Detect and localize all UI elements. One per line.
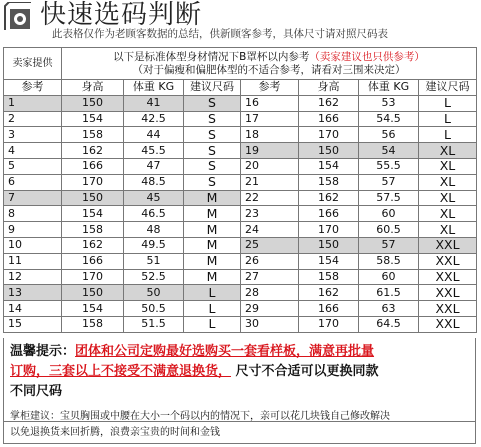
table-cell: 158 — [62, 316, 124, 332]
table-cell: 162 — [62, 237, 124, 253]
table-cell: L — [184, 301, 241, 317]
table-cell: 4 — [4, 143, 62, 159]
table-cell: 166 — [62, 253, 124, 269]
table-cell: 150 — [62, 95, 124, 111]
table-row — [4, 95, 477, 111]
table-cell: 53 — [359, 95, 419, 111]
table-cell: XXL — [419, 253, 477, 269]
table-cell: 158 — [62, 222, 124, 238]
table-cell: 54 — [359, 143, 419, 159]
table-cell: XXL — [419, 285, 477, 301]
table-cell: 150 — [62, 190, 124, 206]
table-cell: 11 — [4, 253, 62, 269]
table-cell: 50 — [124, 285, 184, 301]
table-cell: 154 — [299, 158, 359, 174]
table-cell: 166 — [299, 111, 359, 127]
table-cell: 166 — [299, 206, 359, 222]
table-cell: 158 — [299, 269, 359, 285]
table-cell: M — [184, 269, 241, 285]
note-line2: （对于偏瘦和偏肥体型的不适合参考，请看对三围来决定） — [132, 63, 406, 76]
notice-red-1: 团体和公司定购最好选购买一套看样板，满意再批量 — [75, 344, 375, 359]
table-cell: XL — [419, 190, 477, 206]
table-cell: L — [184, 316, 241, 332]
note-line1: 以下是标准体型身材情况下B罩杯以内参考 — [113, 50, 310, 63]
table-cell: 3 — [4, 127, 62, 143]
table-cell: XXL — [419, 316, 477, 332]
table-cell: S — [184, 127, 241, 143]
table-cell: 166 — [62, 158, 124, 174]
table-cell: L — [419, 111, 477, 127]
table-row — [4, 127, 477, 143]
table-cell: 150 — [62, 285, 124, 301]
footer-line-2: 以免退换货来回折腾，浪费亲宝贵的时间和金钱 — [10, 427, 220, 438]
table-cell: 170 — [299, 222, 359, 238]
table-cell: 41 — [124, 95, 184, 111]
table-cell: 54.5 — [359, 111, 419, 127]
table-header-row — [4, 80, 477, 96]
logo-icon — [3, 2, 33, 32]
table-cell: S — [184, 143, 241, 159]
table-cell: 57 — [359, 174, 419, 190]
table-cell: 154 — [299, 253, 359, 269]
table-cell: 48 — [124, 222, 184, 238]
table-cell: 13 — [4, 285, 62, 301]
table-cell: 17 — [241, 111, 299, 127]
table-cell: 9 — [4, 222, 62, 238]
table-cell: L — [419, 127, 477, 143]
table-row — [4, 206, 477, 222]
table-cell: 170 — [62, 174, 124, 190]
table-row — [4, 158, 477, 174]
table-cell: XL — [419, 206, 477, 222]
table-cell: M — [184, 190, 241, 206]
notice-red-2: 订购，三套以上不接受不满意退换货， — [10, 364, 232, 379]
table-cell: 63 — [359, 301, 419, 317]
table-row — [4, 174, 477, 190]
table-cell: 12 — [4, 269, 62, 285]
table-cell: 154 — [62, 111, 124, 127]
table-cell: 60 — [359, 269, 419, 285]
table-cell: 45.5 — [124, 143, 184, 159]
column-header: 体重 KG — [359, 80, 419, 96]
table-cell: 49.5 — [124, 237, 184, 253]
table-cell: S — [184, 174, 241, 190]
notice-line-3: 不同尺码 — [10, 384, 63, 399]
page-subtitle: 此表格仅作为老顾客数据的总结，供新顾客参考，具体尺寸请对照尺码表 — [52, 28, 388, 40]
footer-advice — [3, 406, 476, 444]
table-row — [4, 111, 477, 127]
table-cell: M — [184, 222, 241, 238]
table-row — [4, 190, 477, 206]
table-cell: 24 — [241, 222, 299, 238]
table-cell: 21 — [241, 174, 299, 190]
table-cell: 150 — [299, 237, 359, 253]
table-cell: XXL — [419, 301, 477, 317]
table-row — [4, 237, 477, 253]
column-header: 身高 — [299, 80, 359, 96]
table-cell: 57 — [359, 237, 419, 253]
table-cell: 20 — [241, 158, 299, 174]
table-cell: XL — [419, 143, 477, 159]
column-header: 参考 — [4, 80, 62, 96]
table-cell: 154 — [62, 206, 124, 222]
table-cell: 30 — [241, 316, 299, 332]
table-cell: 150 — [299, 143, 359, 159]
table-cell: 25 — [241, 237, 299, 253]
table-cell: 162 — [62, 143, 124, 159]
table-cell: 57.5 — [359, 190, 419, 206]
table-cell: 28 — [241, 285, 299, 301]
table-cell: 162 — [299, 95, 359, 111]
footer-line-1: 掌柜建议：宝贝胸围或中腰在大小一个码以内的情况下，亲可以花几块钱自己修改解决 — [10, 411, 390, 422]
size-table — [3, 47, 476, 333]
table-cell: 45 — [124, 190, 184, 206]
column-header: 身高 — [62, 80, 124, 96]
table-cell: 23 — [241, 206, 299, 222]
column-header: 参考 — [241, 80, 299, 96]
table-cell: M — [184, 237, 241, 253]
table-row — [4, 316, 477, 332]
table-cell: 158 — [299, 174, 359, 190]
table-cell: 16 — [241, 95, 299, 111]
table-cell: S — [184, 111, 241, 127]
table-cell: M — [184, 253, 241, 269]
table-cell: 15 — [4, 316, 62, 332]
table-cell: 60 — [359, 206, 419, 222]
table-cell: XL — [419, 174, 477, 190]
column-header: 建议尺码 — [419, 80, 477, 96]
table-cell: 7 — [4, 190, 62, 206]
table-cell: 22 — [241, 190, 299, 206]
notice-black-2: 尺寸不合适可以更换同款 — [235, 364, 379, 379]
header — [0, 0, 481, 42]
table-cell: 61.5 — [359, 285, 419, 301]
table-cell: XXL — [419, 269, 477, 285]
table-row — [4, 285, 477, 301]
seller-label: 卖家提供 — [4, 48, 62, 80]
notice-line-2 — [10, 362, 469, 382]
table-note — [62, 48, 477, 80]
table-cell: 6 — [4, 174, 62, 190]
table-cell: 170 — [62, 269, 124, 285]
table-row — [4, 143, 477, 159]
table-cell: 170 — [299, 127, 359, 143]
table-cell: 48.5 — [124, 174, 184, 190]
column-header: 体重 KG — [124, 80, 184, 96]
table-cell: XL — [419, 158, 477, 174]
table-cell: 51.5 — [124, 316, 184, 332]
table-cell: 2 — [4, 111, 62, 127]
notice-label: 温馨提示： — [10, 344, 76, 359]
table-cell: 8 — [4, 206, 62, 222]
table-row — [4, 222, 477, 238]
table-cell: 55.5 — [359, 158, 419, 174]
table-cell: 47 — [124, 158, 184, 174]
table-cell: 29 — [241, 301, 299, 317]
table-cell: L — [184, 285, 241, 301]
table-cell: 60.5 — [359, 222, 419, 238]
table-cell: 46.5 — [124, 206, 184, 222]
table-cell: 14 — [4, 301, 62, 317]
table-cell: 18 — [241, 127, 299, 143]
table-cell: 10 — [4, 237, 62, 253]
table-row — [4, 269, 477, 285]
table-row — [4, 253, 477, 269]
page-title: 快速选码判断 — [40, 0, 203, 30]
table-cell: 42.5 — [124, 111, 184, 127]
table-cell: 50.5 — [124, 301, 184, 317]
table-cell: S — [184, 158, 241, 174]
table-cell: 27 — [241, 269, 299, 285]
note-line1-red: （卖家建议也只供参考） — [309, 50, 425, 63]
table-cell: 158 — [62, 127, 124, 143]
notice-line-1 — [10, 342, 469, 362]
table-cell: 51 — [124, 253, 184, 269]
table-cell: 154 — [62, 301, 124, 317]
table-cell: 19 — [241, 143, 299, 159]
table-cell: 162 — [299, 285, 359, 301]
table-cell: 26 — [241, 253, 299, 269]
table-cell: M — [184, 206, 241, 222]
table-cell: 162 — [299, 190, 359, 206]
table-cell: XL — [419, 222, 477, 238]
table-cell: 170 — [299, 316, 359, 332]
column-header: 建议尺码 — [184, 80, 241, 96]
table-cell: 64.5 — [359, 316, 419, 332]
table-cell: 44 — [124, 127, 184, 143]
table-row — [4, 301, 477, 317]
table-cell: 1 — [4, 95, 62, 111]
table-cell: XXL — [419, 237, 477, 253]
table-cell: L — [419, 95, 477, 111]
table-cell: 166 — [299, 301, 359, 317]
table-cell: 5 — [4, 158, 62, 174]
table-cell: 56 — [359, 127, 419, 143]
table-cell: 52.5 — [124, 269, 184, 285]
table-cell: 58.5 — [359, 253, 419, 269]
table-cell: S — [184, 95, 241, 111]
